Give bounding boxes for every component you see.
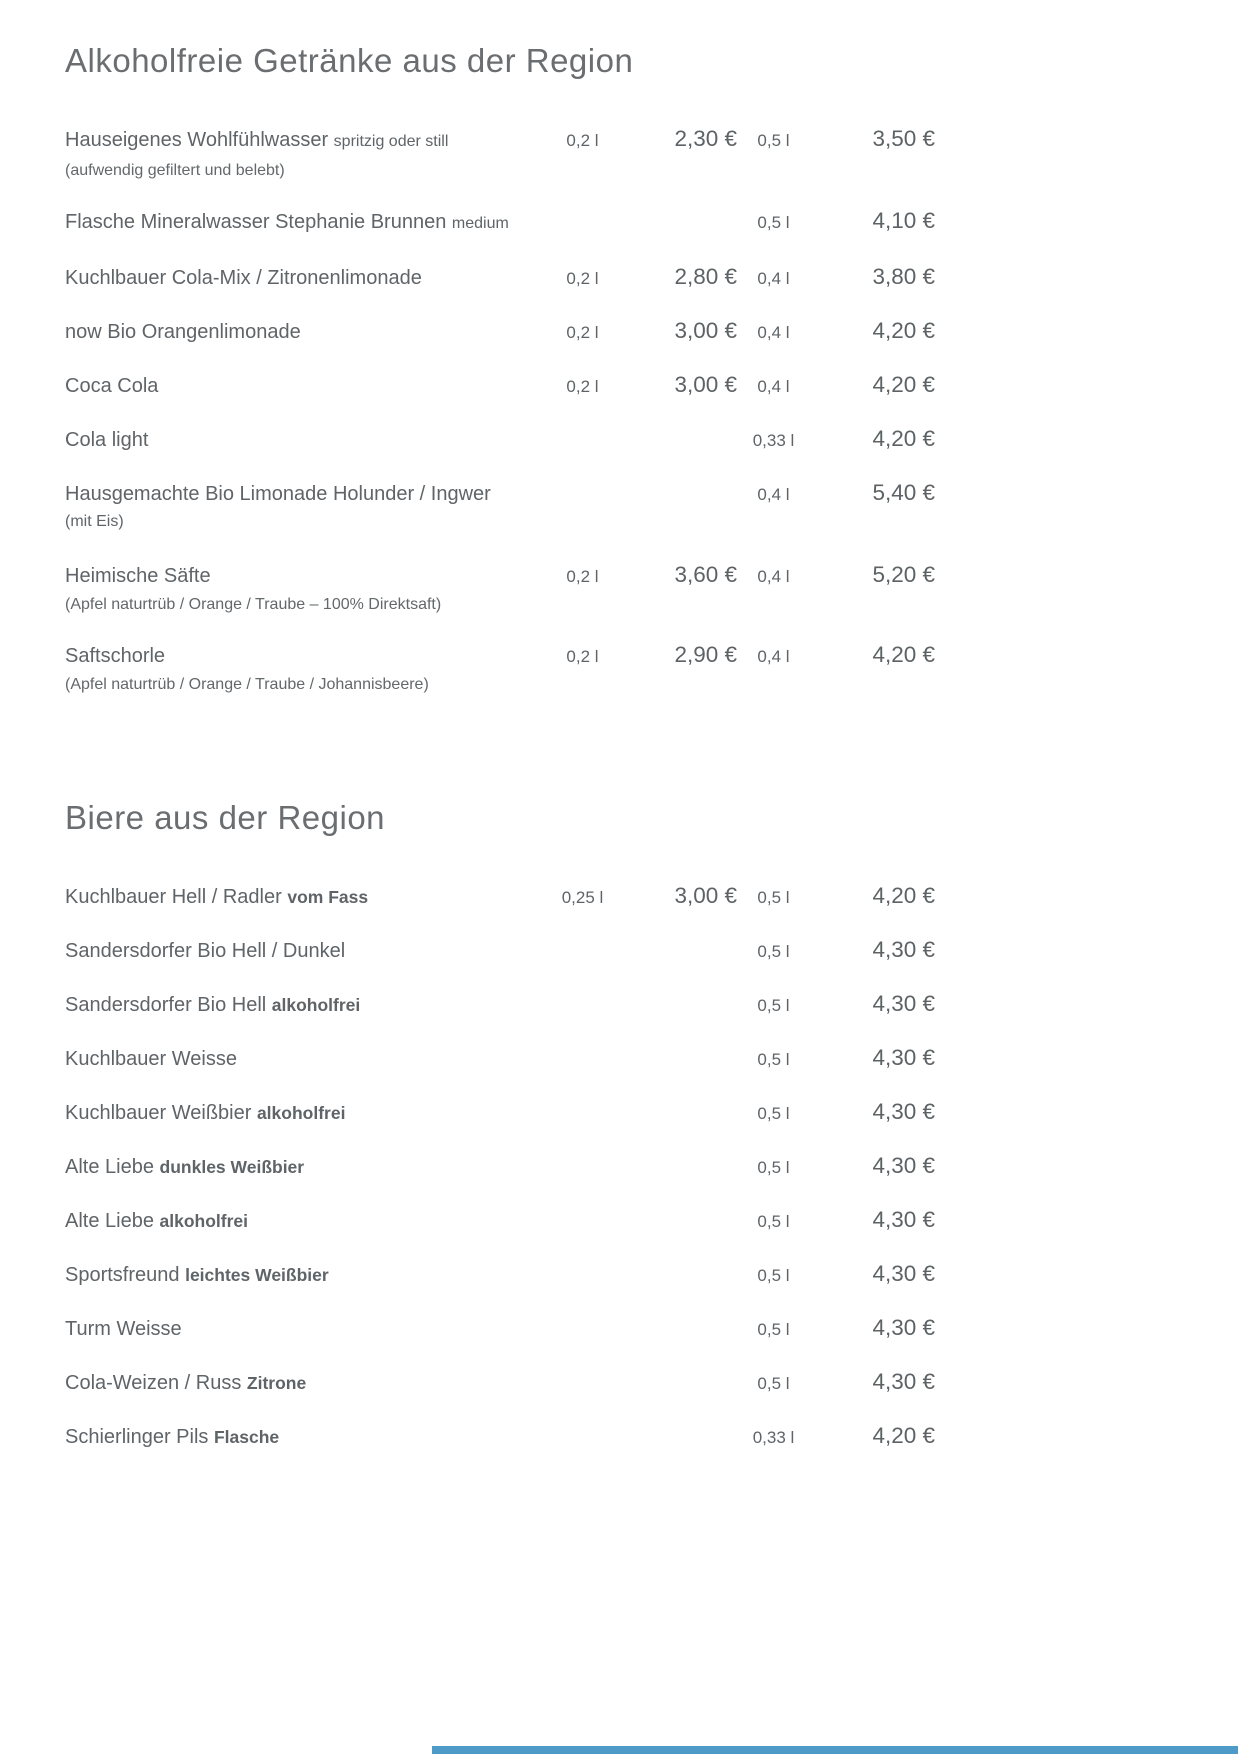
item-suffix: Zitrone [246, 1373, 307, 1393]
item-price2: 4,20 € [872, 1423, 935, 1448]
item-price2: 4,30 € [872, 1315, 935, 1340]
item-name-cell [65, 1262, 520, 1288]
item-name: Kuchlbauer Weisse [65, 1048, 237, 1070]
item-name-cell [65, 1424, 520, 1450]
item-name-cell [65, 1154, 520, 1180]
item-name-cell [65, 1208, 520, 1234]
item-name: Heimische Säfte [65, 565, 211, 587]
item-suffix: alkoholfrei [159, 1211, 249, 1231]
item-name-cell [65, 127, 520, 181]
item-name: now Bio Orangenlimonade [65, 321, 301, 343]
menu-item-row [65, 480, 1027, 535]
item-suffix: spritzig oder still [333, 133, 449, 150]
section-title: Biere aus der Region [65, 799, 386, 836]
item-price2: 4,30 € [872, 1099, 935, 1124]
item-size2: 0,5 l [757, 996, 790, 1015]
item-size1: 0,2 l [566, 269, 599, 288]
item-price2: 4,30 € [872, 1207, 935, 1232]
item-price2: 4,30 € [872, 1045, 935, 1070]
item-name: Alte Liebe [65, 1156, 154, 1178]
item-size2: 0,5 l [757, 888, 790, 907]
item-suffix: dunkles Weißbier [159, 1157, 305, 1177]
menu-item-row [65, 642, 1027, 695]
item-price2: 5,40 € [872, 480, 935, 505]
item-name: Sandersdorfer Bio Hell / Dunkel [65, 940, 346, 962]
item-price2: 3,80 € [872, 264, 935, 289]
item-size2: 0,33 l [752, 431, 795, 450]
item-size2: 0,5 l [757, 213, 790, 232]
item-price2: 5,20 € [872, 562, 935, 587]
item-size2: 0,33 l [752, 1428, 795, 1447]
item-name: Turm Weisse [65, 1318, 182, 1340]
item-name-cell [65, 1100, 520, 1126]
item-name-cell [65, 319, 520, 345]
item-name: Sportsfreund [65, 1264, 180, 1286]
item-name-cell [65, 265, 520, 291]
item-name-cell [65, 209, 520, 237]
item-name: Flasche Mineralwasser Stephanie Brunnen [65, 211, 447, 233]
item-name-cell [65, 563, 520, 615]
section-title: Alkoholfreie Getränke aus der Region [65, 42, 634, 79]
item-name-cell [65, 992, 520, 1018]
item-price1: 3,00 € [674, 318, 737, 343]
item-name-cell [65, 481, 520, 535]
menu-section [65, 799, 1027, 1450]
item-suffix: alkoholfrei [256, 1103, 346, 1123]
item-size1: 0,2 l [566, 567, 599, 586]
item-name: Kuchlbauer Hell / Radler [65, 886, 282, 908]
item-suffix: medium [451, 215, 509, 232]
footer-accent-bar [432, 1746, 1238, 1754]
item-name: Coca Cola [65, 375, 159, 397]
menu-item-row [65, 562, 1027, 615]
item-name-cell [65, 938, 520, 964]
item-name: Kuchlbauer Cola-Mix / Zitronenlimonade [65, 267, 422, 289]
item-name-cell [65, 643, 520, 695]
item-suffix: alkoholfrei [271, 995, 361, 1015]
item-name-cell [65, 1316, 520, 1342]
item-size1: 0,2 l [566, 323, 599, 342]
item-price1: 3,00 € [674, 372, 737, 397]
item-price2: 4,30 € [872, 1261, 935, 1286]
item-size2: 0,4 l [757, 567, 790, 586]
item-size2: 0,4 l [757, 377, 790, 396]
item-price2: 4,10 € [872, 208, 935, 233]
item-price2: 4,30 € [872, 1153, 935, 1178]
item-name: Schierlinger Pils [65, 1426, 209, 1448]
item-price2: 4,20 € [872, 426, 935, 451]
item-name: Saftschorle [65, 645, 166, 667]
item-name: Cola-Weizen / Russ [65, 1372, 242, 1394]
item-size2: 0,5 l [757, 1266, 790, 1285]
item-name: Kuchlbauer Weißbier [65, 1102, 252, 1124]
menu-item-row [65, 883, 1027, 910]
item-price1: 3,00 € [674, 883, 737, 908]
item-name-cell [65, 884, 520, 910]
item-price2: 4,20 € [872, 318, 935, 343]
item-size2: 0,5 l [757, 1050, 790, 1069]
menu-item-row [65, 1261, 1027, 1288]
item-size2: 0,4 l [757, 485, 790, 504]
menu-item-row [65, 937, 1027, 964]
item-size2: 0,4 l [757, 323, 790, 342]
item-name-cell [65, 1370, 520, 1396]
menu-item-row [65, 1423, 1027, 1450]
menu-item-row [65, 1045, 1027, 1072]
item-price2: 4,20 € [872, 372, 935, 397]
menu-item-row [65, 1369, 1027, 1396]
menu-item-row [65, 426, 1027, 453]
item-suffix: vom Fass [287, 887, 369, 907]
menu-item-row [65, 372, 1027, 399]
item-name-cell [65, 1046, 520, 1072]
item-name-cell [65, 427, 520, 453]
item-suffix: Flasche [213, 1427, 280, 1447]
item-note: (Apfel naturtrüb / Orange / Traube / Johannisbeere) [65, 676, 429, 693]
menu-item-row [65, 208, 1027, 237]
item-suffix: leichtes Weißbier [185, 1265, 329, 1285]
menu-item-row [65, 1153, 1027, 1180]
item-name-cell [65, 373, 520, 399]
item-size2: 0,5 l [757, 1212, 790, 1231]
menu-item-row [65, 126, 1027, 181]
item-price2: 4,30 € [872, 937, 935, 962]
item-size1: 0,2 l [566, 377, 599, 396]
item-price2: 3,50 € [872, 126, 935, 151]
item-price2: 4,30 € [872, 1369, 935, 1394]
item-size2: 0,5 l [757, 1374, 790, 1393]
item-size1: 0,2 l [566, 131, 599, 150]
item-note: (aufwendig gefiltert und belebt) [65, 162, 285, 179]
item-price2: 4,20 € [872, 883, 935, 908]
item-price2: 4,20 € [872, 642, 935, 667]
item-size2: 0,4 l [757, 269, 790, 288]
item-size2: 0,4 l [757, 647, 790, 666]
item-size1: 0,2 l [566, 647, 599, 666]
item-name: Hausgemachte Bio Limonade Holunder / Ingwer [65, 483, 491, 505]
item-name: Hauseigenes Wohlfühlwasser [65, 129, 329, 151]
item-price1: 3,60 € [674, 562, 737, 587]
menu-item-row [65, 1207, 1027, 1234]
menu-item-row [65, 991, 1027, 1018]
menu-item-row [65, 1315, 1027, 1342]
item-suffix: (mit Eis) [65, 513, 124, 530]
item-price1: 2,80 € [674, 264, 737, 289]
item-size1: 0,25 l [561, 888, 604, 907]
menu-item-row [65, 318, 1027, 345]
menu-section [65, 42, 1027, 695]
item-note: (Apfel naturtrüb / Orange / Traube – 100% Direktsaft) [65, 596, 442, 613]
menu-content [65, 42, 1027, 1450]
item-size2: 0,5 l [757, 131, 790, 150]
menu-item-row [65, 1099, 1027, 1126]
item-name: Sandersdorfer Bio Hell [65, 994, 267, 1016]
menu-item-row [65, 264, 1027, 291]
item-price1: 2,90 € [674, 642, 737, 667]
item-size2: 0,5 l [757, 1320, 790, 1339]
item-size2: 0,5 l [757, 1158, 790, 1177]
item-name: Alte Liebe [65, 1210, 154, 1232]
item-price1: 2,30 € [674, 126, 737, 151]
item-size2: 0,5 l [757, 1104, 790, 1123]
item-name: Cola light [65, 429, 149, 451]
item-size2: 0,5 l [757, 942, 790, 961]
item-price2: 4,30 € [872, 991, 935, 1016]
